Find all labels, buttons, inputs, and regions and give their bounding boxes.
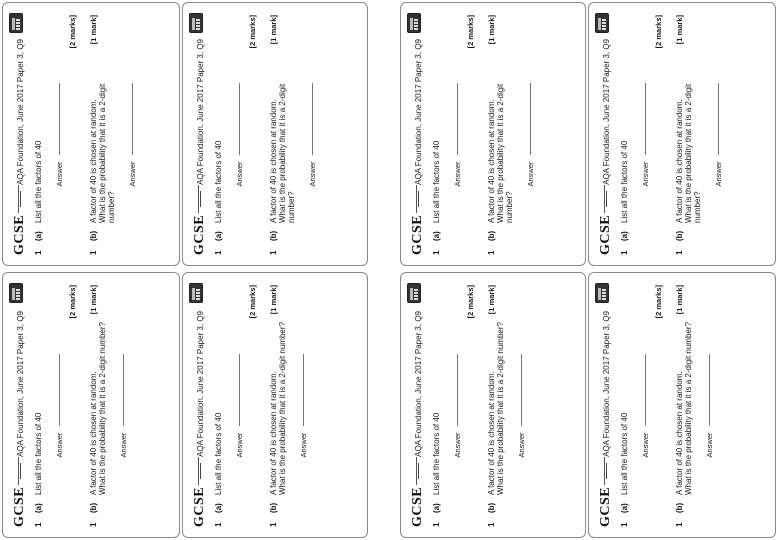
part-b-line: What is the probability that it is a 2-digit number? <box>278 83 296 223</box>
marks-badge: [2 marks] <box>466 285 475 319</box>
card-content <box>403 5 583 263</box>
answer-row <box>119 285 128 527</box>
question-number: 1 <box>620 250 629 255</box>
part-label: (a) <box>620 231 629 241</box>
answer-row <box>55 285 64 527</box>
part-b-line: What is the probability that it is a 2-digit number? <box>684 322 693 495</box>
part-b-line: A factor of 40 is chosen at random. <box>675 99 684 223</box>
question-card <box>588 2 776 266</box>
marks-badge: [1 mark] <box>675 15 684 45</box>
answer-row <box>55 15 64 255</box>
marks-badge: [1 mark] <box>487 285 496 315</box>
gcse-logo: GCSE <box>12 214 27 255</box>
answer-row <box>128 15 137 255</box>
answer-label: Answer <box>119 432 128 458</box>
answer-label: Answer <box>55 161 64 187</box>
question-part-b <box>487 285 505 527</box>
card-header <box>407 15 429 255</box>
question-part-a <box>432 285 441 527</box>
part-label: (a) <box>34 503 43 513</box>
answer-row <box>705 285 714 527</box>
part-b-line: A factor of 40 is chosen at random. <box>89 99 98 223</box>
exam-source: AQA Foundation, June 2017 Paper 3, Q9 <box>196 305 205 457</box>
card-header <box>595 285 617 527</box>
card-header <box>9 285 31 527</box>
calculator-icon <box>9 283 23 303</box>
marks-badge: [1 mark] <box>269 15 278 45</box>
question-card <box>182 272 368 538</box>
worksheet-left <box>0 0 370 540</box>
marks-badge: [2 marks] <box>68 285 77 319</box>
card-header <box>9 15 31 255</box>
part-label: (a) <box>432 503 441 513</box>
question-number: 1 <box>487 250 496 255</box>
part-b-line: What is the probability that it is a 2-digit number? <box>98 322 107 495</box>
card-content <box>185 5 365 263</box>
marks-badge: [1 mark] <box>89 285 98 315</box>
header-dash <box>200 463 201 479</box>
answer-row <box>517 285 526 527</box>
part-label: (b) <box>89 230 98 241</box>
question-card <box>2 2 180 266</box>
part-a-text: List all the factors of 40 <box>214 140 223 223</box>
answer-label: Answer <box>235 432 244 458</box>
question-card <box>400 272 586 538</box>
gcse-logo: GCSE <box>12 486 27 527</box>
question-part-a <box>34 285 43 527</box>
gcse-logo: GCSE <box>192 486 207 527</box>
answer-line[interactable] <box>303 355 304 427</box>
marks-badge: [1 mark] <box>89 15 98 45</box>
gcse-logo: GCSE <box>598 486 613 527</box>
part-label: (b) <box>487 230 496 241</box>
question-number: 1 <box>620 522 629 527</box>
gcse-logo: GCSE <box>410 214 425 255</box>
question-number: 1 <box>269 250 278 255</box>
question-number: 1 <box>214 250 223 255</box>
answer-line[interactable] <box>457 84 458 156</box>
answer-line[interactable] <box>709 355 710 427</box>
part-b-text <box>675 50 702 223</box>
answer-label: Answer <box>714 161 723 187</box>
marks-badge: [2 marks] <box>248 15 257 49</box>
marks-badge: [1 mark] <box>487 15 496 45</box>
question-part-a <box>620 285 629 527</box>
calculator-icon <box>9 13 23 33</box>
question-part-a <box>214 285 223 527</box>
marks-badge: [2 marks] <box>248 285 257 319</box>
answer-line[interactable] <box>645 355 646 427</box>
header-dash <box>200 191 201 207</box>
part-label: (a) <box>214 503 223 513</box>
question-number: 1 <box>89 250 98 255</box>
question-number: 1 <box>675 250 684 255</box>
answer-line[interactable] <box>645 84 646 156</box>
question-part-b <box>675 285 693 527</box>
question-part-b <box>487 15 514 255</box>
part-b-text <box>89 320 107 495</box>
gcse-logo: GCSE <box>598 214 613 255</box>
answer-label: Answer <box>641 161 650 187</box>
question-number: 1 <box>89 522 98 527</box>
part-b-line: What is the probability that it is a 2-digit number? <box>496 322 505 495</box>
card-content <box>403 275 583 535</box>
answer-row <box>453 15 462 255</box>
card-header <box>189 285 211 527</box>
question-number: 1 <box>487 522 496 527</box>
part-b-line: What is the probability that it is a 2-digit number? <box>684 83 702 223</box>
question-part-a <box>432 15 441 255</box>
question-number: 1 <box>269 522 278 527</box>
gcse-logo: GCSE <box>410 486 425 527</box>
header-dash <box>418 463 419 479</box>
part-label: (b) <box>89 502 98 513</box>
answer-label: Answer <box>128 161 137 187</box>
answer-row <box>235 15 244 255</box>
calculator-icon <box>189 283 203 303</box>
answer-line[interactable] <box>239 355 240 427</box>
part-b-text <box>269 50 296 223</box>
question-card <box>588 272 776 538</box>
question-part-b <box>269 15 296 255</box>
question-number: 1 <box>432 250 441 255</box>
answer-label: Answer <box>517 432 526 458</box>
card-content <box>185 275 365 535</box>
calculator-icon <box>595 13 609 33</box>
part-a-text: List all the factors of 40 <box>620 140 629 223</box>
part-b-line: What is the probability that it is a 2-digit number? <box>496 83 514 223</box>
exam-source: AQA Foundation, June 2017 Paper 3, Q9 <box>16 305 25 457</box>
part-b-line: A factor of 40 is chosen at random. <box>675 371 684 495</box>
part-label: (b) <box>269 230 278 241</box>
header-dash <box>606 191 607 207</box>
card-header <box>189 15 211 255</box>
question-part-b <box>89 285 107 527</box>
part-label: (a) <box>432 231 441 241</box>
question-number: 1 <box>214 522 223 527</box>
exam-source: AQA Foundation, June 2017 Paper 3, Q9 <box>414 33 423 185</box>
card-header <box>595 15 617 255</box>
question-number: 1 <box>34 522 43 527</box>
answer-line[interactable] <box>457 355 458 427</box>
answer-label: Answer <box>55 432 64 458</box>
answer-row <box>235 285 244 527</box>
answer-label: Answer <box>453 432 462 458</box>
answer-label: Answer <box>299 432 308 458</box>
part-label: (a) <box>214 231 223 241</box>
part-a-text: List all the factors of 40 <box>214 412 223 495</box>
answer-line[interactable] <box>530 84 531 156</box>
part-b-line: A factor of 40 is chosen at random. <box>89 371 98 495</box>
answer-row <box>453 285 462 527</box>
part-a-text: List all the factors of 40 <box>432 140 441 223</box>
exam-source: AQA Foundation, June 2017 Paper 3, Q9 <box>602 305 611 457</box>
card-header <box>407 285 429 527</box>
answer-line[interactable] <box>239 84 240 156</box>
question-part-a <box>620 15 629 255</box>
answer-line[interactable] <box>312 84 313 156</box>
answer-row <box>714 15 723 255</box>
calculator-icon <box>189 13 203 33</box>
exam-source: AQA Foundation, June 2017 Paper 3, Q9 <box>602 33 611 185</box>
part-a-text: List all the factors of 40 <box>620 412 629 495</box>
answer-row <box>526 15 535 255</box>
answer-line[interactable] <box>718 84 719 156</box>
answer-label: Answer <box>641 432 650 458</box>
marks-badge: [2 marks] <box>68 15 77 49</box>
question-number: 1 <box>34 250 43 255</box>
question-part-a <box>34 15 43 255</box>
part-b-line: What is the probability that it is a 2-digit number? <box>98 83 116 223</box>
part-b-text <box>487 320 505 495</box>
part-label: (a) <box>34 231 43 241</box>
part-a-text: List all the factors of 40 <box>34 140 43 223</box>
answer-line[interactable] <box>59 84 60 156</box>
answer-line[interactable] <box>132 84 133 156</box>
header-dash <box>418 191 419 207</box>
answer-line[interactable] <box>521 355 522 427</box>
part-b-line: What is the probability that it is a 2-digit number? <box>278 322 287 495</box>
part-b-text <box>675 320 693 495</box>
answer-row <box>308 15 317 255</box>
worksheet-right <box>398 0 780 540</box>
answer-line[interactable] <box>59 355 60 427</box>
part-b-text <box>487 50 514 223</box>
card-content <box>5 275 177 535</box>
calculator-icon <box>407 13 421 33</box>
part-b-line: A factor of 40 is chosen at random. <box>269 371 278 495</box>
part-label: (a) <box>620 503 629 513</box>
exam-source: AQA Foundation, June 2017 Paper 3, Q9 <box>16 33 25 185</box>
gcse-logo: GCSE <box>192 214 207 255</box>
header-dash <box>606 463 607 479</box>
question-card <box>182 2 368 266</box>
part-a-text: List all the factors of 40 <box>432 412 441 495</box>
question-part-b <box>675 15 702 255</box>
part-label: (b) <box>487 502 496 513</box>
exam-source: AQA Foundation, June 2017 Paper 3, Q9 <box>414 305 423 457</box>
question-number: 1 <box>432 522 441 527</box>
answer-line[interactable] <box>123 355 124 427</box>
calculator-icon <box>595 283 609 303</box>
marks-badge: [1 mark] <box>269 285 278 315</box>
card-content <box>5 5 177 263</box>
part-b-text <box>89 50 116 223</box>
part-b-line: A factor of 40 is chosen at random. <box>487 371 496 495</box>
question-card <box>400 2 586 266</box>
header-dash <box>20 463 21 479</box>
answer-label: Answer <box>526 161 535 187</box>
answer-row <box>299 285 308 527</box>
question-card <box>2 272 180 538</box>
header-dash <box>20 191 21 207</box>
card-content <box>591 275 773 535</box>
question-number: 1 <box>675 522 684 527</box>
answer-label: Answer <box>453 161 462 187</box>
part-b-text <box>269 320 287 495</box>
part-label: (b) <box>675 230 684 241</box>
marks-badge: [1 mark] <box>675 285 684 315</box>
exam-source: AQA Foundation, June 2017 Paper 3, Q9 <box>196 33 205 185</box>
question-part-b <box>269 285 287 527</box>
answer-label: Answer <box>705 432 714 458</box>
marks-badge: [2 marks] <box>654 285 663 319</box>
part-a-text: List all the factors of 40 <box>34 412 43 495</box>
marks-badge: [2 marks] <box>466 15 475 49</box>
part-b-line: A factor of 40 is chosen at random. <box>269 99 278 223</box>
question-part-a <box>214 15 223 255</box>
answer-label: Answer <box>308 161 317 187</box>
answer-row <box>641 15 650 255</box>
answer-row <box>641 285 650 527</box>
part-label: (b) <box>675 502 684 513</box>
card-content <box>591 5 773 263</box>
part-label: (b) <box>269 502 278 513</box>
marks-badge: [2 marks] <box>654 15 663 49</box>
part-b-line: A factor of 40 is chosen at random. <box>487 99 496 223</box>
question-part-b <box>89 15 116 255</box>
calculator-icon <box>407 283 421 303</box>
answer-label: Answer <box>235 161 244 187</box>
